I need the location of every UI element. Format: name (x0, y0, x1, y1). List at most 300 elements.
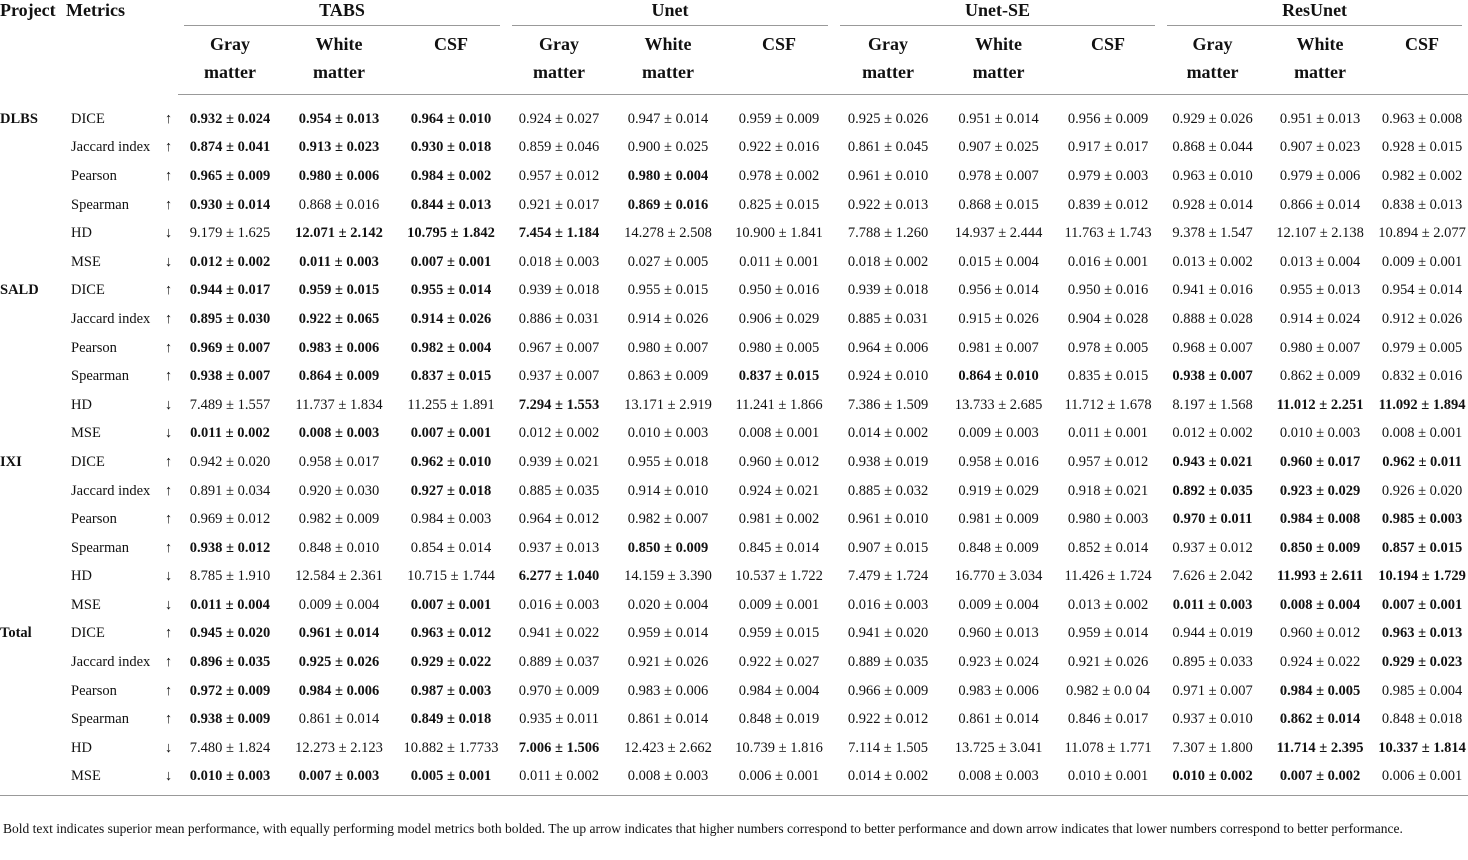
project-cell (0, 763, 66, 796)
value-cell: 0.984 ± 0.003 (410, 511, 492, 528)
model-header-tabs (178, 0, 506, 30)
metric-cell: DICE (71, 110, 105, 127)
value-cell: 7.386 ± 1.509 (847, 396, 929, 413)
tissue-header (612, 30, 724, 95)
tissue-header (834, 30, 942, 95)
table-row (0, 362, 1468, 391)
value-cell: 0.965 ± 0.009 (189, 167, 271, 184)
tissue-header-row (0, 30, 1468, 95)
value-cell: 0.922 ± 0.016 (738, 139, 820, 156)
project-cell (0, 134, 66, 163)
table-row (0, 705, 1468, 734)
tissue-header-line: matter (1294, 62, 1347, 82)
metric-cell: HD (71, 225, 92, 242)
value-cell: 0.009 ± 0.001 (1381, 253, 1463, 270)
value-cell: 0.913 ± 0.023 (298, 139, 380, 156)
value-cell: 0.020 ± 0.004 (627, 596, 709, 613)
value-cell: 10.739 ± 1.816 (735, 739, 823, 756)
value-cell: 0.869 ± 0.016 (627, 196, 709, 213)
value-cell: 0.864 ± 0.009 (298, 368, 380, 385)
value-cell: 11.255 ± 1.891 (407, 396, 495, 413)
tissue-header-line: matter (642, 62, 695, 82)
value-cell: 0.981 ± 0.007 (958, 339, 1039, 356)
value-cell: 0.969 ± 0.007 (189, 339, 271, 356)
up-arrow-icon: ↑ (164, 282, 173, 299)
value-cell: 0.964 ± 0.010 (410, 110, 492, 127)
project-cell: DLBS (0, 110, 38, 127)
table-row (0, 134, 1468, 163)
project-cell (0, 705, 66, 734)
down-arrow-icon: ↓ (159, 763, 178, 796)
value-cell: 0.863 ± 0.009 (627, 368, 709, 385)
value-cell: 0.937 ± 0.012 (1172, 539, 1253, 556)
up-arrow-icon: ↑ (164, 625, 173, 642)
value-cell: 0.938 ± 0.019 (847, 453, 929, 470)
up-arrow-icon: ↑ (164, 368, 173, 385)
value-cell: 0.980 ± 0.006 (298, 167, 380, 184)
value-cell: 0.958 ± 0.016 (958, 453, 1039, 470)
value-cell: 0.010 ± 0.003 (1279, 425, 1361, 442)
tissue-header-line: White (1296, 34, 1344, 54)
value-cell: 0.957 ± 0.012 (518, 167, 600, 184)
value-cell: 0.013 ± 0.002 (1172, 253, 1253, 270)
value-cell: 0.013 ± 0.002 (1067, 596, 1149, 613)
value-cell: 11.993 ± 2.611 (1276, 568, 1364, 585)
value-cell: 0.984 ± 0.008 (1279, 511, 1361, 528)
value-cell: 0.907 ± 0.023 (1279, 139, 1361, 156)
value-cell: 0.885 ± 0.035 (518, 482, 600, 499)
value-cell: 0.861 ± 0.014 (627, 711, 709, 728)
value-cell: 0.985 ± 0.004 (1381, 682, 1463, 699)
down-arrow-icon: ↓ (164, 396, 173, 413)
value-cell: 0.838 ± 0.013 (1381, 196, 1463, 213)
value-cell: 0.011 ± 0.003 (1172, 596, 1253, 613)
value-cell: 0.924 ± 0.027 (518, 110, 600, 127)
project-cell (0, 591, 66, 620)
value-cell: 0.832 ± 0.016 (1381, 368, 1463, 385)
project-cell (0, 648, 66, 677)
value-cell: 0.015 ± 0.004 (958, 253, 1039, 270)
value-cell: 0.907 ± 0.015 (847, 539, 929, 556)
down-arrow-icon: ↓ (164, 425, 173, 442)
value-cell: 0.943 ± 0.021 (1172, 453, 1253, 470)
project-cell (0, 391, 66, 420)
value-cell: 0.937 ± 0.013 (518, 539, 600, 556)
project-cell (0, 334, 66, 363)
down-arrow-icon: ↓ (164, 568, 173, 585)
tissue-header-line: matter (972, 62, 1025, 82)
value-cell: 0.982 ± 0.009 (298, 511, 380, 528)
tissue-header-line: CSF (1405, 34, 1440, 54)
metric-cell: MSE (66, 763, 159, 796)
value-cell: 0.938 ± 0.012 (189, 539, 271, 556)
metric-cell: Pearson (71, 682, 117, 699)
project-cell: SALD (0, 282, 39, 299)
metric-cell: DICE (71, 453, 105, 470)
project-cell: Total (0, 625, 32, 642)
value-cell: 11.078 ± 1.771 (1064, 739, 1152, 756)
value-cell: 0.888 ± 0.028 (1172, 310, 1253, 327)
value-cell: 0.962 ± 0.011 (1382, 453, 1462, 470)
value-cell: 0.013 ± 0.004 (1279, 253, 1361, 270)
value-cell: 0.968 ± 0.007 (1172, 339, 1253, 356)
value-cell: 0.939 ± 0.018 (518, 282, 600, 299)
value-cell: 0.955 ± 0.014 (410, 282, 492, 299)
value-cell: 0.018 ± 0.002 (847, 253, 929, 270)
metric-cell: MSE (71, 596, 101, 613)
model-header-label: ResUnet (1282, 0, 1348, 20)
metric-cell: Jaccard index (71, 654, 151, 671)
metric-cell: DICE (71, 282, 105, 299)
value-cell: 0.960 ± 0.017 (1279, 453, 1361, 470)
value-cell: 12.273 ± 2.123 (295, 739, 383, 756)
value-cell: 0.917 ± 0.017 (1067, 139, 1149, 156)
tissue-header (1264, 30, 1376, 95)
value-cell: 0.961 ± 0.014 (298, 625, 380, 642)
value-cell: 0.923 ± 0.024 (958, 654, 1039, 671)
value-cell: 0.027 ± 0.005 (627, 253, 709, 270)
value-cell: 0.008 ± 0.001 (1381, 425, 1463, 442)
value-cell: 0.984 ± 0.002 (410, 167, 492, 184)
value-cell: 0.966 ± 0.009 (847, 682, 929, 699)
value-cell: 0.922 ± 0.013 (847, 196, 929, 213)
table-row (0, 534, 1468, 563)
tissue-header (942, 30, 1055, 95)
value-cell: 0.011 ± 0.003 (299, 253, 379, 270)
value-cell: 10.537 ± 1.722 (735, 568, 823, 585)
value-cell: 0.864 ± 0.010 (958, 368, 1039, 385)
value-cell: 0.984 ± 0.004 (738, 682, 820, 699)
value-cell: 0.939 ± 0.021 (518, 453, 600, 470)
value-cell: 0.889 ± 0.037 (518, 654, 600, 671)
value-cell: 0.007 ± 0.001 (410, 425, 492, 442)
model-header-label: Unet (651, 0, 689, 20)
table-row (0, 219, 1468, 248)
value-cell: 0.941 ± 0.022 (518, 625, 600, 642)
project-cell (0, 162, 66, 191)
value-cell: 0.929 ± 0.026 (1172, 110, 1253, 127)
value-cell: 14.159 ± 3.390 (624, 568, 712, 585)
value-cell: 0.007 ± 0.001 (410, 253, 492, 270)
value-cell: 7.114 ± 1.505 (848, 739, 928, 756)
metric-cell: Pearson (71, 167, 117, 184)
table-row (0, 191, 1468, 220)
value-cell: 11.763 ± 1.743 (1064, 225, 1152, 242)
value-cell: 0.848 ± 0.010 (298, 539, 380, 556)
value-cell: 0.979 ± 0.005 (1381, 339, 1463, 356)
value-cell: 10.882 ± 1.7733 (403, 739, 499, 756)
value-cell: 0.844 ± 0.013 (410, 196, 492, 213)
metric-cell: Jaccard index (71, 310, 151, 327)
value-cell: 0.016 ± 0.003 (518, 596, 600, 613)
value-cell: 0.825 ± 0.015 (738, 196, 820, 213)
project-cell (0, 420, 66, 449)
value-cell: 0.956 ± 0.014 (958, 282, 1039, 299)
metric-cell: Jaccard index (71, 139, 151, 156)
value-cell: 7.479 ± 1.724 (847, 568, 929, 585)
value-cell: 9.378 ± 1.547 (1172, 225, 1253, 242)
value-cell: 0.929 ± 0.023 (1381, 654, 1463, 671)
table-row (0, 305, 1468, 334)
value-cell: 0.984 ± 0.006 (298, 682, 380, 699)
metrics-column-header: Metrics (66, 0, 125, 20)
project-column-header: Project (0, 0, 56, 20)
up-arrow-icon: ↑ (164, 511, 173, 528)
value-cell: 7.480 ± 1.824 (189, 739, 271, 756)
down-arrow-icon: ↓ (164, 596, 173, 613)
value-cell: 0.837 ± 0.015 (410, 368, 492, 385)
value-cell: 0.857 ± 0.015 (1381, 539, 1463, 556)
value-cell: 0.962 ± 0.010 (410, 453, 492, 470)
value-cell: 0.006 ± 0.001 (1376, 763, 1468, 796)
tissue-header-line: CSF (1091, 34, 1126, 54)
value-cell: 0.959 ± 0.015 (738, 625, 820, 642)
tissue-header-line: Gray (539, 34, 580, 54)
project-cell (0, 563, 66, 592)
tissue-header-line: CSF (762, 34, 797, 54)
value-cell: 0.932 ± 0.024 (189, 110, 271, 127)
up-arrow-icon: ↑ (164, 482, 173, 499)
value-cell: 0.886 ± 0.031 (518, 310, 600, 327)
value-cell: 0.892 ± 0.035 (1172, 482, 1253, 499)
value-cell: 0.957 ± 0.012 (1067, 453, 1149, 470)
value-cell: 0.978 ± 0.002 (738, 167, 820, 184)
metric-cell: HD (71, 739, 92, 756)
value-cell: 14.937 ± 2.444 (954, 225, 1043, 242)
metric-cell: MSE (71, 253, 101, 270)
down-arrow-icon: ↓ (164, 739, 173, 756)
value-cell: 0.964 ± 0.006 (847, 339, 929, 356)
value-cell: 0.980 ± 0.004 (627, 167, 709, 184)
tissue-header-line: White (975, 34, 1023, 54)
value-cell: 0.956 ± 0.009 (1067, 110, 1149, 127)
value-cell: 0.938 ± 0.007 (189, 368, 271, 385)
value-cell: 0.961 ± 0.010 (847, 167, 929, 184)
value-cell: 0.926 ± 0.020 (1381, 482, 1463, 499)
value-cell: 0.928 ± 0.015 (1381, 139, 1463, 156)
value-cell: 0.955 ± 0.013 (1279, 282, 1361, 299)
value-cell: 0.016 ± 0.003 (847, 596, 929, 613)
value-cell: 0.938 ± 0.009 (189, 711, 271, 728)
table-footnote: Bold text indicates superior mean performance, with equally performing model metrics both bolded. The up arrow indicates that higher numbers correspond to better performance and down arrow indicates that lower numbers correspond to better performance. (3, 821, 1403, 836)
value-cell: 11.712 ± 1.678 (1064, 396, 1152, 413)
value-cell: 7.454 ± 1.184 (518, 225, 600, 242)
up-arrow-icon: ↑ (164, 654, 173, 671)
value-cell: 0.861 ± 0.014 (958, 711, 1039, 728)
value-cell: 10.194 ± 1.729 (1378, 568, 1466, 585)
value-cell: 10.795 ± 1.842 (407, 225, 495, 242)
value-cell: 0.008 ± 0.003 (298, 425, 380, 442)
tissue-header (724, 30, 834, 95)
value-cell: 7.626 ± 2.042 (1172, 568, 1253, 585)
value-cell: 0.922 ± 0.065 (298, 310, 380, 327)
value-cell: 0.008 ± 0.003 (942, 763, 1055, 796)
value-cell: 0.955 ± 0.018 (627, 453, 709, 470)
value-cell: 10.894 ± 2.077 (1378, 225, 1466, 242)
table-row (0, 448, 1468, 477)
table-row (0, 391, 1468, 420)
value-cell: 0.868 ± 0.016 (298, 196, 380, 213)
value-cell: 0.964 ± 0.012 (518, 511, 600, 528)
value-cell: 0.914 ± 0.026 (410, 310, 492, 327)
value-cell: 0.984 ± 0.005 (1279, 682, 1361, 699)
value-cell: 0.983 ± 0.006 (627, 682, 709, 699)
up-arrow-icon: ↑ (164, 167, 173, 184)
value-cell: 0.921 ± 0.017 (518, 196, 600, 213)
metric-cell: Spearman (71, 711, 129, 728)
table-row (0, 563, 1468, 592)
value-cell: 0.891 ± 0.034 (189, 482, 271, 499)
metric-cell: Spearman (71, 196, 129, 213)
down-arrow-icon: ↓ (164, 253, 173, 270)
project-cell: IXI (0, 453, 22, 470)
value-cell: 0.970 ± 0.009 (518, 682, 600, 699)
value-cell: 0.912 ± 0.026 (1381, 310, 1463, 327)
value-cell: 10.900 ± 1.841 (735, 225, 823, 242)
value-cell: 0.963 ± 0.010 (1172, 167, 1253, 184)
value-cell: 0.906 ± 0.029 (738, 310, 820, 327)
value-cell: 0.921 ± 0.026 (1067, 654, 1149, 671)
value-cell: 0.950 ± 0.016 (1067, 282, 1149, 299)
value-cell: 8.785 ± 1.910 (189, 568, 271, 585)
value-cell: 12.423 ± 2.662 (624, 739, 712, 756)
value-cell: 0.950 ± 0.016 (738, 282, 820, 299)
value-cell: 0.007 ± 0.002 (1264, 763, 1376, 796)
table-row (0, 505, 1468, 534)
value-cell: 0.925 ± 0.026 (298, 654, 380, 671)
value-cell: 0.983 ± 0.006 (958, 682, 1039, 699)
value-cell: 0.859 ± 0.046 (518, 139, 600, 156)
value-cell: 0.907 ± 0.025 (958, 139, 1039, 156)
value-cell: 16.770 ± 3.034 (954, 568, 1043, 585)
metric-cell: MSE (71, 425, 101, 442)
value-cell: 0.960 ± 0.012 (1279, 625, 1361, 642)
table-row (0, 648, 1468, 677)
value-cell: 11.092 ± 1.894 (1378, 396, 1466, 413)
model-header-resunet (1161, 0, 1468, 30)
value-cell: 11.241 ± 1.866 (735, 396, 823, 413)
value-cell: 0.914 ± 0.026 (627, 310, 709, 327)
value-cell: 0.963 ± 0.012 (410, 625, 492, 642)
table-row (0, 420, 1468, 449)
value-cell: 0.861 ± 0.014 (298, 711, 380, 728)
value-cell: 0.008 ± 0.004 (1279, 596, 1361, 613)
value-cell: 0.885 ± 0.031 (847, 310, 929, 327)
value-cell: 0.983 ± 0.006 (298, 339, 380, 356)
tissue-header (178, 30, 282, 95)
value-cell: 0.007 ± 0.001 (410, 596, 492, 613)
tissue-header-line: White (315, 34, 363, 54)
value-cell: 10.715 ± 1.744 (407, 568, 495, 585)
value-cell: 0.939 ± 0.018 (847, 282, 929, 299)
value-cell: 0.862 ± 0.014 (1279, 711, 1361, 728)
value-cell: 0.874 ± 0.041 (189, 139, 271, 156)
metric-cell: Pearson (71, 339, 117, 356)
value-cell: 0.896 ± 0.035 (189, 654, 271, 671)
value-cell: 0.979 ± 0.006 (1279, 167, 1361, 184)
value-cell: 0.904 ± 0.028 (1067, 310, 1149, 327)
value-cell: 0.935 ± 0.011 (519, 711, 599, 728)
value-cell: 0.942 ± 0.020 (189, 453, 271, 470)
value-cell: 0.955 ± 0.015 (627, 282, 709, 299)
value-cell: 0.925 ± 0.026 (847, 110, 929, 127)
metric-cell: Spearman (71, 539, 129, 556)
value-cell: 0.929 ± 0.022 (410, 654, 492, 671)
value-cell: 0.889 ± 0.035 (847, 654, 929, 671)
table-row (0, 677, 1468, 706)
value-cell: 0.915 ± 0.026 (958, 310, 1039, 327)
value-cell: 0.010 ± 0.001 (1055, 763, 1161, 796)
value-cell: 0.018 ± 0.003 (518, 253, 600, 270)
table-row (0, 277, 1468, 306)
value-cell: 7.307 ± 1.800 (1172, 739, 1253, 756)
value-cell: 0.963 ± 0.008 (1381, 110, 1463, 127)
value-cell: 0.980 ± 0.007 (627, 339, 709, 356)
model-header-unet-se (834, 0, 1161, 30)
value-cell: 0.914 ± 0.010 (627, 482, 709, 499)
value-cell: 14.278 ± 2.508 (624, 225, 712, 242)
model-header-unet (506, 0, 834, 30)
up-arrow-icon: ↑ (164, 139, 173, 156)
value-cell: 0.971 ± 0.007 (1172, 682, 1253, 699)
value-cell: 0.960 ± 0.012 (738, 453, 820, 470)
tissue-header-line: Gray (1192, 34, 1233, 54)
value-cell: 0.014 ± 0.002 (847, 425, 929, 442)
value-cell: 11.426 ± 1.724 (1064, 568, 1152, 585)
value-cell: 0.924 ± 0.021 (738, 482, 820, 499)
value-cell: 0.852 ± 0.014 (1067, 539, 1149, 556)
value-cell: 0.927 ± 0.018 (410, 482, 492, 499)
tissue-header (282, 30, 396, 95)
value-cell: 0.850 ± 0.009 (1279, 539, 1361, 556)
value-cell: 0.868 ± 0.044 (1172, 139, 1253, 156)
value-cell: 0.922 ± 0.027 (738, 654, 820, 671)
value-cell: 11.737 ± 1.834 (295, 396, 383, 413)
tissue-header-line: matter (204, 62, 256, 82)
value-cell: 0.937 ± 0.010 (1172, 711, 1253, 728)
table-row (0, 763, 1468, 796)
up-arrow-icon: ↑ (164, 539, 173, 556)
value-cell: 0.914 ± 0.024 (1279, 310, 1361, 327)
metric-cell: HD (71, 568, 92, 585)
value-cell: 0.848 ± 0.009 (958, 539, 1039, 556)
value-cell: 0.982 ± 0.0 04 (1066, 682, 1151, 699)
value-cell: 0.009 ± 0.004 (958, 596, 1039, 613)
value-cell: 0.011 ± 0.001 (739, 253, 819, 270)
value-cell: 0.930 ± 0.014 (189, 196, 271, 213)
value-cell: 0.011 ± 0.001 (1068, 425, 1148, 442)
value-cell: 0.978 ± 0.005 (1067, 339, 1149, 356)
table-row (0, 477, 1468, 506)
tissue-header (1376, 30, 1468, 95)
value-cell: 0.012 ± 0.002 (1172, 425, 1253, 442)
value-cell: 0.954 ± 0.013 (298, 110, 380, 127)
value-cell: 12.071 ± 2.142 (295, 225, 383, 242)
project-cell (0, 677, 66, 706)
value-cell: 0.007 ± 0.001 (1381, 596, 1463, 613)
value-cell: 0.969 ± 0.012 (189, 511, 271, 528)
value-cell: 12.107 ± 2.138 (1276, 225, 1364, 242)
value-cell: 0.924 ± 0.022 (1279, 654, 1361, 671)
value-cell: 11.012 ± 2.251 (1276, 396, 1364, 413)
model-header-label: Unet-SE (965, 0, 1031, 20)
metric-cell: Jaccard index (71, 482, 151, 499)
up-arrow-icon: ↑ (164, 453, 173, 470)
table-row (0, 334, 1468, 363)
value-cell: 0.009 ± 0.003 (958, 425, 1039, 442)
tissue-header-line: matter (313, 62, 365, 82)
value-cell: 0.960 ± 0.013 (958, 625, 1039, 642)
